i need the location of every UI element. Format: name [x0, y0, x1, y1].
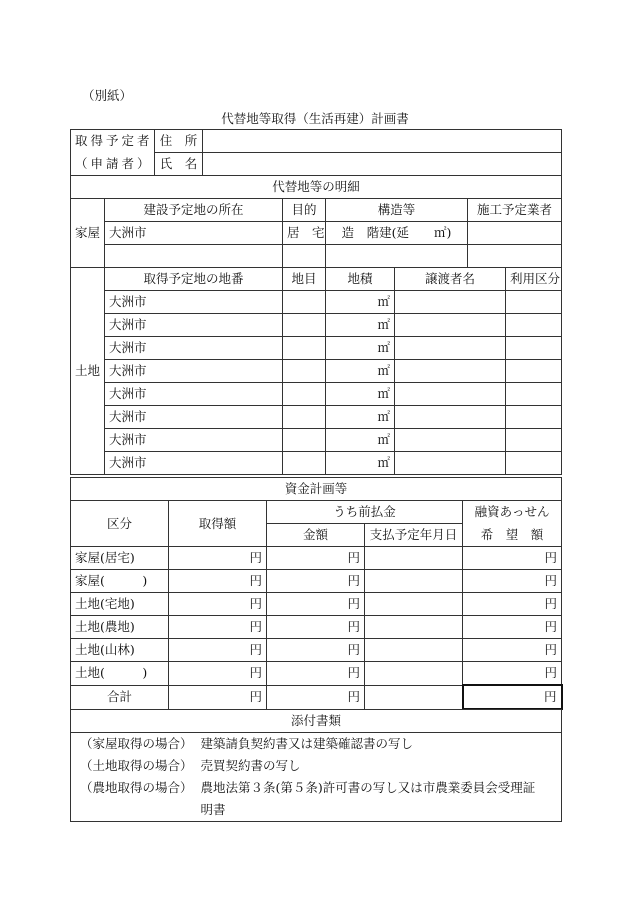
applicant-label: 取得予定者: [71, 130, 155, 153]
land-category-cell[interactable]: [283, 406, 326, 429]
land-use-cell[interactable]: [506, 291, 562, 314]
funding-amount-cell[interactable]: 円: [169, 570, 267, 593]
attachment-spacer: [71, 799, 197, 822]
funding-amount-cell[interactable]: 円: [169, 547, 267, 570]
land-lot-cell[interactable]: 大洲市: [105, 429, 283, 452]
name-field[interactable]: [203, 153, 562, 176]
land-transferor-cell[interactable]: [395, 452, 506, 475]
land-category-cell[interactable]: [283, 291, 326, 314]
funding-table: [70, 477, 563, 710]
house-contractor-cell[interactable]: [468, 222, 562, 245]
land-use-cell[interactable]: [506, 337, 562, 360]
funding-date-cell[interactable]: [365, 547, 463, 570]
house-location-cell[interactable]: [105, 245, 283, 268]
house-col-location: 建設予定地の所在: [105, 199, 283, 222]
land-col-use: 利用区分: [506, 268, 562, 291]
funding-advance-cell[interactable]: 円: [267, 593, 365, 616]
funding-loan-cell[interactable]: 円: [463, 570, 562, 593]
funding-col-amount: 取得額: [169, 501, 267, 547]
funding-advance-cell[interactable]: 円: [267, 639, 365, 662]
land-transferor-cell[interactable]: [395, 360, 506, 383]
land-transferor-cell[interactable]: [395, 337, 506, 360]
funding-col-loan-sub: 希 望 額: [463, 524, 562, 547]
funding-total-loan[interactable]: 円: [463, 685, 562, 709]
attachment-doc: 建築請負契約書又は建築確認書の写し: [197, 733, 562, 756]
address-label: 住 所: [155, 130, 203, 153]
land-category-cell[interactable]: [283, 383, 326, 406]
land-col-area: 地積: [326, 268, 395, 291]
funding-amount-cell[interactable]: 円: [169, 662, 267, 686]
funding-loan-cell[interactable]: 円: [463, 639, 562, 662]
house-structure-cell[interactable]: 造 階建(延 ㎡): [326, 222, 468, 245]
funding-amount-cell[interactable]: 円: [169, 593, 267, 616]
funding-date-cell[interactable]: [365, 662, 463, 686]
attachments-header: 添付書類: [71, 710, 562, 733]
funding-col-category: 区分: [71, 501, 169, 547]
funding-loan-cell[interactable]: 円: [463, 662, 562, 686]
funding-header: 資金計画等: [71, 478, 562, 501]
land-lot-cell[interactable]: 大洲市: [105, 337, 283, 360]
funding-col-advance: うち前払金: [267, 501, 463, 524]
land-transferor-cell[interactable]: [395, 429, 506, 452]
funding-row-label: 土地(農地): [71, 616, 169, 639]
house-col-contractor: 施工予定業者: [468, 199, 562, 222]
attachment-doc: 売買契約書の写し: [197, 755, 562, 777]
funding-date-cell[interactable]: [365, 616, 463, 639]
land-use-cell[interactable]: [506, 452, 562, 475]
attachment-case: （農地取得の場合）: [71, 777, 197, 799]
attachment-case: （土地取得の場合）: [71, 755, 197, 777]
funding-loan-cell[interactable]: 円: [463, 593, 562, 616]
land-row-label: 土地: [71, 268, 105, 475]
funding-advance-cell[interactable]: 円: [267, 570, 365, 593]
land-area-cell[interactable]: ㎡: [326, 314, 395, 337]
funding-total-date[interactable]: [365, 685, 463, 709]
funding-advance-cell[interactable]: 円: [267, 616, 365, 639]
details-header: 代替地等の明細: [71, 176, 562, 199]
funding-total-label: 合計: [71, 685, 169, 709]
land-lot-cell[interactable]: 大洲市: [105, 291, 283, 314]
house-col-structure: 構造等: [326, 199, 468, 222]
land-col-transferor: 譲渡者名: [395, 268, 506, 291]
house-contractor-cell[interactable]: [468, 245, 562, 268]
land-category-cell[interactable]: [283, 314, 326, 337]
funding-loan-cell[interactable]: 円: [463, 616, 562, 639]
land-area-cell[interactable]: ㎡: [326, 291, 395, 314]
funding-date-cell[interactable]: [365, 593, 463, 616]
land-use-cell[interactable]: [506, 429, 562, 452]
land-transferor-cell[interactable]: [395, 406, 506, 429]
document-title: 代替地等取得（生活再建）計画書: [221, 111, 409, 126]
funding-col-advance-date: 支払予定年月日: [365, 524, 463, 547]
land-lot-cell[interactable]: 大洲市: [105, 452, 283, 475]
funding-date-cell[interactable]: [365, 639, 463, 662]
land-lot-cell[interactable]: 大洲市: [105, 360, 283, 383]
funding-loan-cell[interactable]: 円: [463, 547, 562, 570]
house-purpose-cell[interactable]: [283, 245, 326, 268]
land-use-cell[interactable]: [506, 360, 562, 383]
funding-col-advance-amount: 金額: [267, 524, 365, 547]
funding-row-label: 家屋( ): [71, 570, 169, 593]
house-purpose-cell[interactable]: 居 宅: [283, 222, 326, 245]
attachment-doc: 農地法第３条(第５条)許可書の写し又は市農業委員会受理証: [197, 777, 562, 799]
land-area-cell[interactable]: ㎡: [326, 452, 395, 475]
house-location-cell[interactable]: 大洲市: [105, 222, 283, 245]
land-use-cell[interactable]: [506, 314, 562, 337]
house-structure-cell[interactable]: [326, 245, 468, 268]
land-transferor-cell[interactable]: [395, 291, 506, 314]
funding-total-amount[interactable]: 円: [169, 685, 267, 709]
land-category-cell[interactable]: [283, 360, 326, 383]
land-category-cell[interactable]: [283, 452, 326, 475]
funding-advance-cell[interactable]: 円: [267, 662, 365, 686]
land-lot-cell[interactable]: 大洲市: [105, 406, 283, 429]
applicant-sublabel: （申請者）: [71, 153, 155, 176]
land-area-cell[interactable]: ㎡: [326, 337, 395, 360]
attachment-case: （家屋取得の場合）: [71, 733, 197, 756]
land-col-lot: 取得予定地の地番: [105, 268, 283, 291]
funding-amount-cell[interactable]: 円: [169, 639, 267, 662]
land-area-cell[interactable]: ㎡: [326, 406, 395, 429]
land-col-category: 地目: [283, 268, 326, 291]
attachment-doc-continuation: 明書: [197, 799, 562, 822]
land-use-cell[interactable]: [506, 406, 562, 429]
funding-row-label: 土地(宅地): [71, 593, 169, 616]
land-area-cell[interactable]: ㎡: [326, 383, 395, 406]
land-area-cell[interactable]: ㎡: [326, 360, 395, 383]
house-row-label: 家屋: [71, 199, 105, 268]
land-transferor-cell[interactable]: [395, 383, 506, 406]
funding-row-label: 家屋(居宅): [71, 547, 169, 570]
funding-advance-cell[interactable]: 円: [267, 547, 365, 570]
land-category-cell[interactable]: [283, 429, 326, 452]
funding-total-advance[interactable]: 円: [267, 685, 365, 709]
land-use-cell[interactable]: [506, 383, 562, 406]
plan-table: [70, 129, 562, 475]
land-area-cell[interactable]: ㎡: [326, 429, 395, 452]
name-label: 氏 名: [155, 153, 203, 176]
land-category-cell[interactable]: [283, 337, 326, 360]
land-lot-cell[interactable]: 大洲市: [105, 383, 283, 406]
address-field[interactable]: [203, 130, 562, 153]
page-label: （別紙）: [82, 88, 133, 103]
funding-row-label: 土地( ): [71, 662, 169, 686]
funding-date-cell[interactable]: [365, 570, 463, 593]
funding-amount-cell[interactable]: 円: [169, 616, 267, 639]
land-transferor-cell[interactable]: [395, 314, 506, 337]
funding-row-label: 土地(山林): [71, 639, 169, 662]
attachments-table: [70, 709, 562, 822]
funding-col-loan: 融資あっせん: [463, 501, 562, 524]
house-col-purpose: 目的: [283, 199, 326, 222]
land-lot-cell[interactable]: 大洲市: [105, 314, 283, 337]
